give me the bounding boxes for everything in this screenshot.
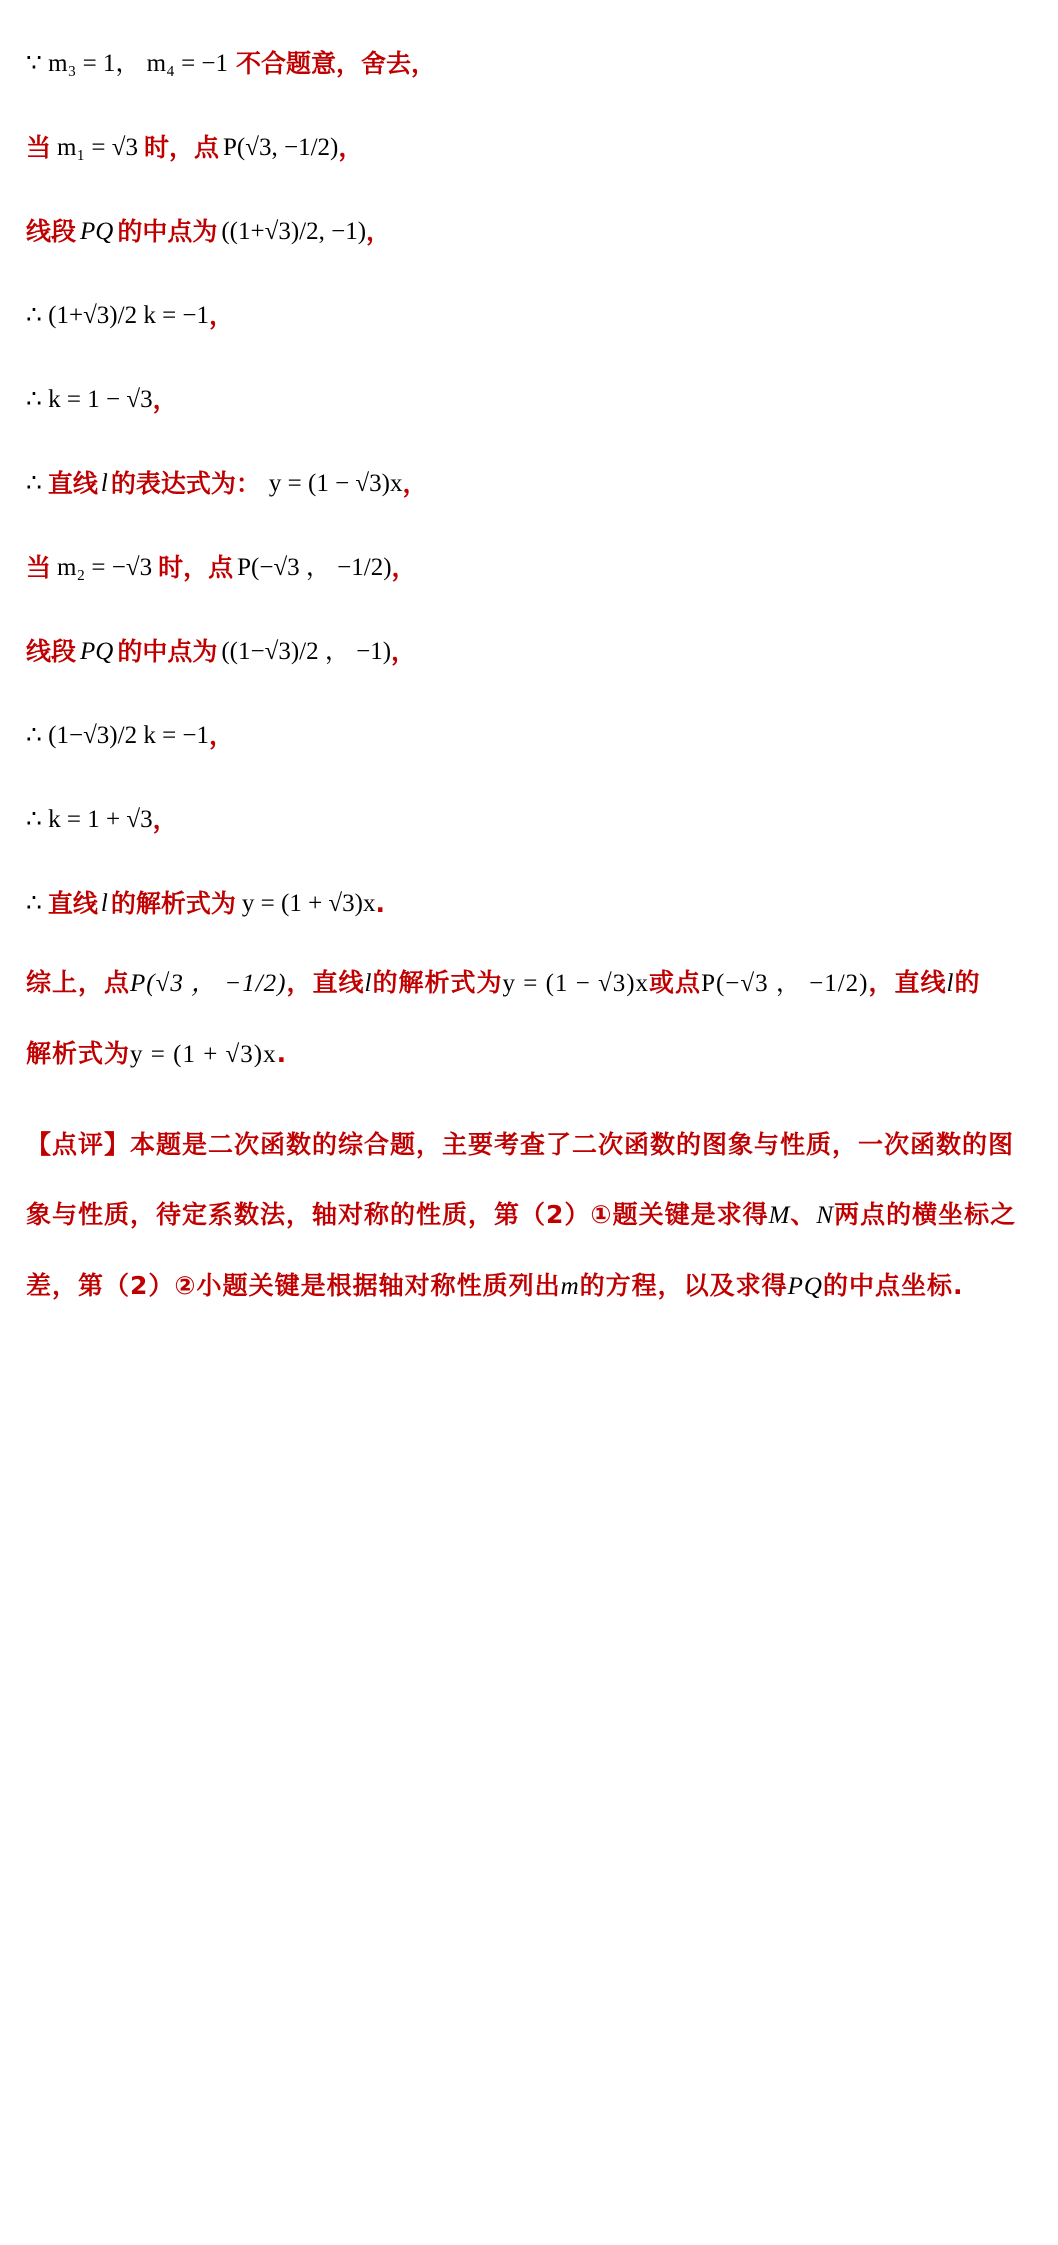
math-point-p: P(√3 ， −1/2) (130, 970, 287, 997)
comma: ， (366, 217, 392, 246)
summary-text: . (276, 1039, 288, 1068)
solution-line-10 (26, 800, 1038, 840)
math-n: N (816, 1202, 835, 1229)
text-expression: 的表达式为： (110, 469, 261, 498)
text-midpoint: 的中点为 (117, 217, 218, 246)
math-m: M (768, 1202, 791, 1229)
text-when: 当 (26, 133, 52, 162)
comment-text: 两点的横坐标之差，第（2）②小题关键是根据轴对称性质列出 (26, 1200, 1017, 1300)
solution-line-9 (26, 716, 1038, 756)
comment-text: 、 (790, 1200, 817, 1229)
math-equation-k: ∴ (1−√3)/2 k = −1 (26, 722, 210, 749)
math-line-equation: y = (1 − √3)x (268, 470, 403, 497)
reject-note: 不合题意，舍去， (236, 49, 437, 78)
comma: ， (209, 301, 235, 330)
math-l: l (100, 470, 108, 497)
summary-text: 综上，点 (26, 968, 131, 997)
math-line-equation: y = (1 + √3)x (241, 890, 376, 917)
solution-line-3 (26, 212, 1038, 252)
math-line-equation: y = (1 − √3)x (502, 970, 650, 997)
solution-line-1 (26, 44, 1038, 84)
text-line: 直线 (47, 889, 98, 918)
text-when: 当 (26, 553, 52, 582)
math-pq: PQ (787, 1273, 823, 1300)
math-point-p: P(−√3 ， −1/2) (237, 554, 392, 581)
text-segment: 线段 (26, 217, 77, 246)
text-line: 直线 (47, 469, 98, 498)
math-equation-k: ∴ (1+√3)/2 k = −1 (26, 302, 210, 329)
comma: ， (391, 553, 417, 582)
summary-text: 或点 (649, 968, 702, 997)
math-m2: m₂ = −√3 (57, 554, 153, 581)
comment-paragraph (26, 1110, 1038, 1322)
therefore-symbol: ∴ (26, 890, 42, 917)
math-l: l (100, 890, 108, 917)
comma: ， (402, 469, 428, 498)
math-midpoint: ((1+√3)/2, −1) (221, 218, 367, 245)
math-point-p: P(−√3 ， −1/2) (701, 970, 869, 997)
math-k-value: ∴ k = 1 − √3 (26, 386, 153, 413)
text-segment: 线段 (26, 637, 77, 666)
text-midpoint: 的中点为 (117, 637, 218, 666)
summary-text: 的解析式为 (372, 968, 503, 997)
math-pq: PQ (80, 638, 114, 665)
solution-line-8 (26, 632, 1038, 672)
math-line-equation: y = (1 + √3)x (130, 1041, 277, 1068)
summary-text: ，直线 (286, 968, 365, 997)
summary-text: 解析式为 (26, 1039, 131, 1068)
therefore-symbol: ∴ (26, 470, 42, 497)
solution-line-7 (26, 548, 1038, 588)
comma: ， (152, 385, 178, 414)
text-point: 时，点 (144, 133, 220, 162)
comma: ， (209, 721, 235, 750)
math-pq: PQ (80, 218, 114, 245)
comma: ， (338, 133, 364, 162)
text-analytic: 的解析式为 (110, 889, 236, 918)
summary-text: 的 (954, 968, 981, 997)
math-l: l (946, 970, 955, 997)
comma: ， (152, 805, 178, 834)
text-point: 时，点 (158, 553, 234, 582)
math-m1: m₁ = √3 (57, 134, 138, 161)
solution-line-6 (26, 464, 1038, 504)
math-l: l (364, 970, 373, 997)
math-point-p: P(√3, −1/2) (223, 134, 339, 161)
solution-line-4 (26, 296, 1038, 336)
summary-paragraph (26, 948, 1038, 1090)
math-k-value: ∴ k = 1 + √3 (26, 806, 153, 833)
math-midpoint: ((1−√3)/2 ， −1) (221, 638, 392, 665)
summary-text: ，直线 (868, 968, 947, 997)
comma: ， (391, 637, 417, 666)
period: . (375, 889, 385, 918)
solution-line-11 (26, 884, 1038, 924)
comment-text: 的中点坐标. (822, 1271, 964, 1300)
comment-text: 的方程，以及求得 (579, 1271, 788, 1300)
solution-line-2 (26, 128, 1038, 168)
math-m-variable: m (560, 1273, 580, 1300)
math-condition: ∵ m₃ = 1， m₄ = −1 (26, 50, 229, 77)
comment-text: 【点评】本题是二次函数的综合题，主要考查了二次函数的图象与性质，一次函数的图象与性质，待定系数法，轴对称的性质，第（2）①题关键是求得 (26, 1130, 1015, 1229)
solution-line-5 (26, 380, 1038, 420)
